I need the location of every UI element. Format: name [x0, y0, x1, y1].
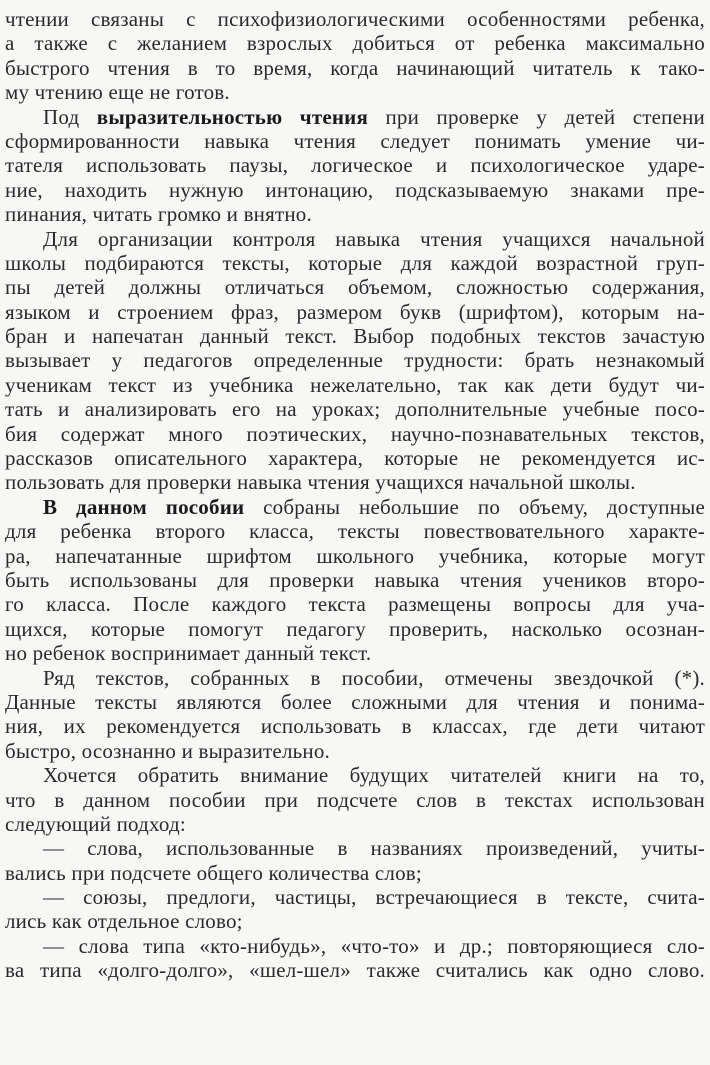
line-text: го класса. После каждого текста размещены вопросы для уча- [5, 592, 705, 617]
line-text: языком и строением фраз, размером букв (шрифтом), которым на- [5, 299, 705, 324]
text-line [5, 885, 705, 909]
line-text: быстро, осознанно и выразительно. [5, 738, 330, 763]
text-line [5, 470, 705, 494]
line-text: — слова типа «кто-нибудь», «что-то» и др.; повторяющиеся сло- [43, 933, 705, 958]
text-line [5, 422, 705, 446]
text-line [5, 714, 705, 738]
text-line [5, 592, 705, 616]
line-text: тателя использовать паузы, логическое и психологическое ударе- [5, 153, 705, 178]
line-text: следующий подход: [5, 811, 186, 836]
line-text: Под [43, 104, 97, 129]
line-text: вались при подсчете общего количества слов; [5, 860, 422, 885]
text-line [5, 641, 705, 665]
line-text: собраны небольшие по объему, доступные [244, 494, 705, 519]
text-line [5, 495, 705, 519]
text-line [5, 568, 705, 592]
line-text: пинания, читать громко и внятно. [5, 202, 312, 227]
line-text: лись как отдельное слово; [5, 909, 243, 934]
text-line [5, 324, 705, 348]
text-line [5, 227, 705, 251]
line-text: Хочется обратить внимание будущих читателей книги на то, [43, 763, 705, 788]
text-line [5, 56, 705, 80]
text-line [5, 153, 705, 177]
line-text: бия содержат много поэтических, научно-познавательных текстов, [5, 421, 705, 446]
text-line [5, 934, 705, 958]
text-line [5, 178, 705, 202]
text-line [5, 690, 705, 714]
line-text: щихся, которые помогут педагогу проверить, насколько осознан- [5, 616, 705, 641]
text-line [5, 666, 705, 690]
paragraph [5, 105, 705, 227]
line-text: что в данном пособии при подсчете слов в текстах использован [5, 787, 705, 812]
line-text: Данные тексты являются более сложными для чтения и понима- [5, 689, 705, 714]
line-text: чтении связаны с психофизиологическими особенностями ребенка, [5, 7, 705, 31]
line-text: ва типа «долго-долго», «шел-шел» также считались как одно слово. [5, 958, 705, 983]
text-line [5, 812, 705, 836]
text-line [5, 519, 705, 543]
paragraph [5, 227, 705, 495]
bold-term: выразительностью чтения [96, 104, 369, 129]
text-line [5, 300, 705, 324]
line-text: рассказов описательного характера, которые не рекомендуется ис- [5, 446, 705, 471]
text-line [5, 348, 705, 372]
text-line [5, 446, 705, 470]
text-line [5, 275, 705, 299]
line-text: при проверке у детей степени [368, 104, 705, 129]
text-line [5, 958, 705, 982]
line-text: сформированности навыка чтения следует понимать умение чи- [5, 128, 705, 153]
text-line [5, 80, 705, 104]
text-line [5, 617, 705, 641]
text-line [5, 105, 705, 129]
text-line [5, 836, 705, 860]
paragraph [5, 885, 705, 934]
text-line [5, 7, 705, 31]
line-text: бран и напечатан данный текст. Выбор подобных текстов зачастую [5, 324, 705, 349]
text-line [5, 861, 705, 885]
line-text: пы детей должны отличаться объемом, сложностью содержания, [5, 275, 705, 300]
line-text: но ребенок воспринимает данный текст. [5, 641, 372, 666]
line-text: Для организации контроля навыка чтения учащихся начальной [43, 226, 705, 251]
line-text: быть использованы для проверки навыка чтения учеников второ- [5, 567, 705, 592]
text-line [5, 129, 705, 153]
text-line [5, 202, 705, 226]
text-line [5, 739, 705, 763]
line-text: Ряд текстов, собранных в пособии, отмечены звездочкой (*). [43, 665, 705, 690]
text-line [5, 909, 705, 933]
line-text: му чтению еще не готов. [5, 80, 230, 105]
paragraph [5, 7, 705, 105]
paragraph [5, 934, 705, 983]
text-line [5, 373, 705, 397]
line-text: школы подбираются тексты, которые для каждой возрастной груп- [5, 250, 705, 275]
text-line [5, 31, 705, 55]
document-page [5, 7, 705, 983]
text-line [5, 763, 705, 787]
line-text: ученикам текст из учебника нежелательно, так как дети будут чи- [5, 372, 705, 397]
line-text: быстрого чтения в то время, когда начинающий читатель к тако- [5, 55, 705, 80]
paragraph [5, 495, 705, 666]
line-text: — слова, использованные в названиях произведений, учиты- [43, 836, 705, 861]
line-text: ния, их рекомендуется использовать в классах, где дети читают [5, 714, 705, 739]
paragraph [5, 666, 705, 764]
paragraph [5, 836, 705, 885]
line-text: ние, находить нужную интонацию, подсказываемую знаками пре- [5, 177, 705, 202]
line-text: тать и анализировать его на уроках; дополнительные учебные посо- [5, 397, 705, 422]
line-text: вызывает у педагогов определенные трудности: брать незнакомый [5, 348, 705, 373]
paragraph [5, 763, 705, 836]
line-text: ра, напечатанные шрифтом школьного учебника, которые могут [5, 543, 705, 568]
text-line [5, 544, 705, 568]
line-text: а также с желанием взрослых добиться от ребенка максимально [5, 31, 705, 56]
line-text: для ребенка второго класса, тексты повествовательного характе- [5, 519, 705, 544]
text-line [5, 251, 705, 275]
line-text: — союзы, предлоги, частицы, встречающиеся в тексте, счита- [43, 885, 705, 910]
line-text: пользовать для проверки навыка чтения учащихся начальной школы. [5, 470, 636, 495]
text-line [5, 397, 705, 421]
text-line [5, 788, 705, 812]
bold-term: В данном пособии [43, 494, 245, 519]
